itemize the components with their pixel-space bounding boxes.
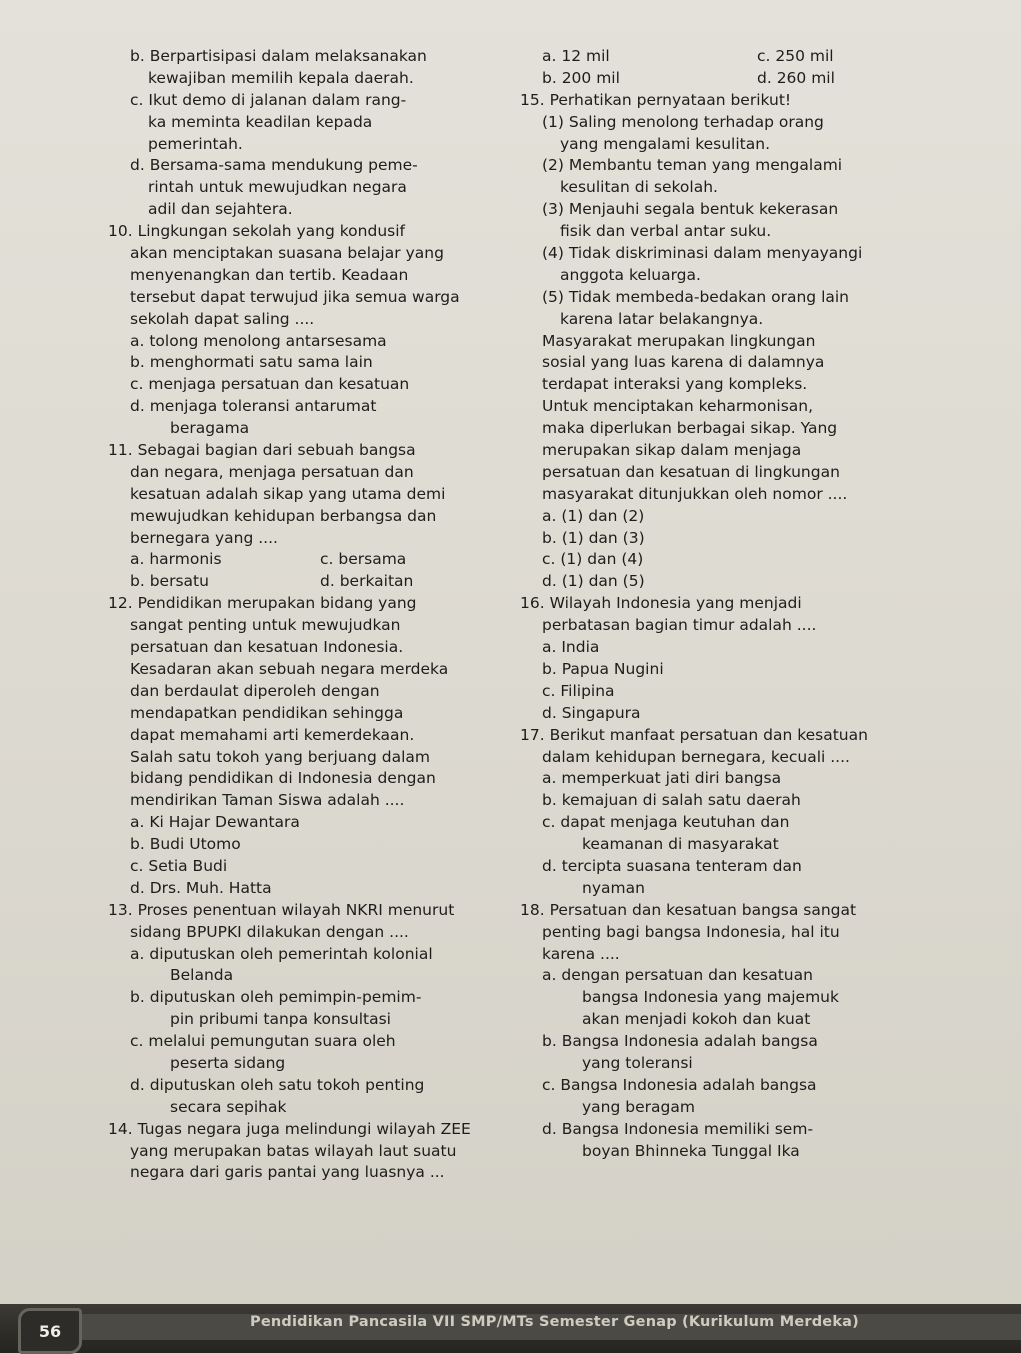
left-text-line: pemerintah. <box>148 134 243 153</box>
right-text-line: sosial yang luas karena di dalamnya <box>542 353 825 372</box>
left-text-line <box>108 549 508 571</box>
left-text-line: adil dan sejahtera. <box>148 200 293 219</box>
right-text-line: yang beragam <box>582 1097 695 1116</box>
left-text-line: menyenangkan dan tertib. Keadaan <box>130 265 409 284</box>
right-text-line: karena latar belakangnya. <box>560 309 764 328</box>
right-text-line: d. Bangsa Indonesia memiliki sem- <box>542 1119 814 1138</box>
right-text-line: Untuk menciptakan keharmonisan, <box>542 397 814 416</box>
left-text-line: b. menghormati satu sama lain <box>130 353 373 372</box>
left-text-line: 12. Pendidikan merupakan bidang yang <box>108 594 417 613</box>
left-text-line: dan berdaulat diperoleh dengan <box>130 681 380 700</box>
right-text-line: b. kemajuan di salah satu daerah <box>542 791 801 810</box>
left-text-line: c. menjaga persatuan dan kesatuan <box>130 375 410 394</box>
left-text-line: 10. Lingkungan sekolah yang kondusif <box>108 222 405 241</box>
right-text-line: yang mengalami kesulitan. <box>560 134 770 153</box>
left-text-line: kewajiban memilih kepala daerah. <box>148 68 414 87</box>
right-text-line: (1) Saling menolong terhadap orang <box>542 112 824 131</box>
right-text-line: a. (1) dan (2) <box>542 506 645 525</box>
right-text-line: yang toleransi <box>582 1053 693 1072</box>
left-text-line: a. Ki Hajar Dewantara <box>130 813 300 832</box>
page-number: 56 <box>18 1308 82 1354</box>
left-text-line: d. diputuskan oleh satu tokoh penting <box>130 1075 425 1094</box>
right-text-line: 15. Perhatikan pernyataan berikut! <box>520 90 792 109</box>
right-text-line: c. dapat menjaga keutuhan dan <box>542 813 790 832</box>
right-text-line: (2) Membantu teman yang mengalami <box>542 156 843 175</box>
left-option-right: c. bersama <box>320 550 407 569</box>
left-text-line: pin pribumi tanpa konsultasi <box>170 1010 391 1029</box>
right-text-line: dalam kehidupan bernegara, kecuali .... <box>542 747 850 766</box>
left-text-line: c. Ikut demo di jalanan dalam rang- <box>130 90 407 109</box>
right-text-line: a. memperkuat jati diri bangsa <box>542 769 782 788</box>
right-option-right: d. 260 mil <box>757 68 835 87</box>
left-text-line: akan menciptakan suasana belajar yang <box>130 244 444 263</box>
right-text-line: persatuan dan kesatuan di lingkungan <box>542 462 840 481</box>
right-option-right: c. 250 mil <box>757 47 834 65</box>
right-text-line: perbatasan bagian timur adalah .... <box>542 616 817 635</box>
book-title: Pendidikan Pancasila VII SMP/MTs Semester Genap (Kurikulum Merdeka) <box>250 1314 859 1330</box>
left-text-line: persatuan dan kesatuan Indonesia. <box>130 638 404 657</box>
right-text-line: c. Filipina <box>542 681 615 700</box>
left-text-line: b. Berpartisipasi dalam melaksanakan <box>130 47 427 65</box>
left-text-line: negara dari garis pantai yang luasnya ... <box>130 1163 445 1182</box>
right-text-line: Masyarakat merupakan lingkungan <box>542 331 816 350</box>
right-text-line: penting bagi bangsa Indonesia, hal itu <box>542 922 840 941</box>
left-text-line: a. diputuskan oleh pemerintah kolonial <box>130 944 433 963</box>
right-text-line: akan menjadi kokoh dan kuat <box>582 1010 811 1029</box>
left-text-line: dan negara, menjaga persatuan dan <box>130 462 414 481</box>
left-text-line: sangat penting untuk mewujudkan <box>130 616 401 635</box>
right-text-line: d. tercipta suasana tenteram dan <box>542 856 802 875</box>
left-text-line: d. Bersama-sama mendukung peme- <box>130 156 418 175</box>
left-text-line: Salah satu tokoh yang berjuang dalam <box>130 747 430 766</box>
right-text-line <box>520 46 940 68</box>
left-text-line: sidang BPUPKI dilakukan dengan .... <box>130 922 409 941</box>
right-text-line: b. Bangsa Indonesia adalah bangsa <box>542 1032 818 1051</box>
right-text-line: 16. Wilayah Indonesia yang menjadi <box>520 594 802 613</box>
right-text-line: d. (1) dan (5) <box>542 572 645 591</box>
right-text-line: masyarakat ditunjukkan oleh nomor .... <box>542 484 848 503</box>
right-text-line: (4) Tidak diskriminasi dalam menyayangi <box>542 244 863 263</box>
right-text-line: a. dengan persatuan dan kesatuan <box>542 966 813 985</box>
left-text-line: c. melalui pemungutan suara oleh <box>130 1032 396 1051</box>
right-text-line: 18. Persatuan dan kesatuan bangsa sangat <box>520 900 857 919</box>
right-text-line: b. (1) dan (3) <box>542 528 645 547</box>
right-text-line: fisik dan verbal antar suku. <box>560 222 772 241</box>
left-text-line: d. menjaga toleransi antarumat <box>130 397 377 416</box>
left-text-line: mewujudkan kehidupan berbangsa dan <box>130 506 437 525</box>
left-text-line: dapat memahami arti kemerdekaan. <box>130 725 415 744</box>
left-text-line: beragama <box>170 419 250 438</box>
left-text-line: sekolah dapat saling .... <box>130 309 315 328</box>
left-column <box>108 46 508 1184</box>
right-text-line: b. Papua Nugini <box>542 659 664 678</box>
right-text-line: c. (1) dan (4) <box>542 550 644 569</box>
right-text-line: a. India <box>542 638 600 657</box>
left-option-right: d. berkaitan <box>320 572 414 591</box>
right-text-line: boyan Bhinneka Tunggal Ika <box>582 1141 800 1160</box>
left-text-line: secara sepihak <box>170 1097 287 1116</box>
left-text-line: 13. Proses penentuan wilayah NKRI menurut <box>108 900 455 919</box>
left-text-line: rintah untuk mewujudkan negara <box>148 178 407 197</box>
left-text-line: Belanda <box>170 966 234 985</box>
left-text-line: kesatuan adalah sikap yang utama demi <box>130 484 446 503</box>
left-text-line: a. tolong menolong antarsesama <box>130 331 387 350</box>
right-text-line: bangsa Indonesia yang majemuk <box>582 988 839 1007</box>
right-text-line: karena .... <box>542 944 620 963</box>
left-text-line: peserta sidang <box>170 1053 286 1072</box>
right-text-line: 17. Berikut manfaat persatuan dan kesatuan <box>520 725 868 744</box>
right-text-line: maka diperlukan berbagai sikap. Yang <box>542 419 838 438</box>
left-text-line: tersebut dapat terwujud jika semua warga <box>130 287 460 306</box>
right-option-left: a. 12 mil <box>542 47 610 65</box>
left-text-line: mendapatkan pendidikan sehingga <box>130 703 404 722</box>
left-text-line: d. Drs. Muh. Hatta <box>130 878 272 897</box>
left-text-line <box>108 571 508 593</box>
left-text-line: 14. Tugas negara juga melindungi wilayah ZEE <box>108 1119 471 1138</box>
right-text-line: anggota keluarga. <box>560 265 701 284</box>
right-text-line: d. Singapura <box>542 703 641 722</box>
left-text-line: bernegara yang .... <box>130 528 278 547</box>
right-text-line: merupakan sikap dalam menjaga <box>542 441 802 460</box>
right-text-line: c. Bangsa Indonesia adalah bangsa <box>542 1075 817 1094</box>
left-option-left: a. harmonis <box>130 550 222 569</box>
left-text-line: ka meminta keadilan kepada <box>148 112 373 131</box>
left-text-line: 11. Sebagai bagian dari sebuah bangsa <box>108 441 416 460</box>
left-text-line: b. diputuskan oleh pemimpin-pemim- <box>130 988 422 1007</box>
right-text-line: kesulitan di sekolah. <box>560 178 718 197</box>
right-column <box>520 46 940 1162</box>
right-text-line: (5) Tidak membeda-bedakan orang lain <box>542 287 850 306</box>
left-text-line: mendirikan Taman Siswa adalah .... <box>130 791 405 810</box>
left-text-line: b. Budi Utomo <box>130 835 241 854</box>
right-text-line: nyaman <box>582 878 645 897</box>
right-text-line: terdapat interaksi yang kompleks. <box>542 375 808 394</box>
left-text-line: bidang pendidikan di Indonesia dengan <box>130 769 436 788</box>
right-option-left: b. 200 mil <box>542 68 620 87</box>
left-option-left: b. bersatu <box>130 572 209 591</box>
left-text-line: c. Setia Budi <box>130 856 228 875</box>
right-text-line <box>520 68 940 90</box>
left-text-line: yang merupakan batas wilayah laut suatu <box>130 1141 457 1160</box>
right-text-line: keamanan di masyarakat <box>582 835 779 854</box>
left-text-line: Kesadaran akan sebuah negara merdeka <box>130 659 449 678</box>
right-text-line: (3) Menjauhi segala bentuk kekerasan <box>542 200 839 219</box>
